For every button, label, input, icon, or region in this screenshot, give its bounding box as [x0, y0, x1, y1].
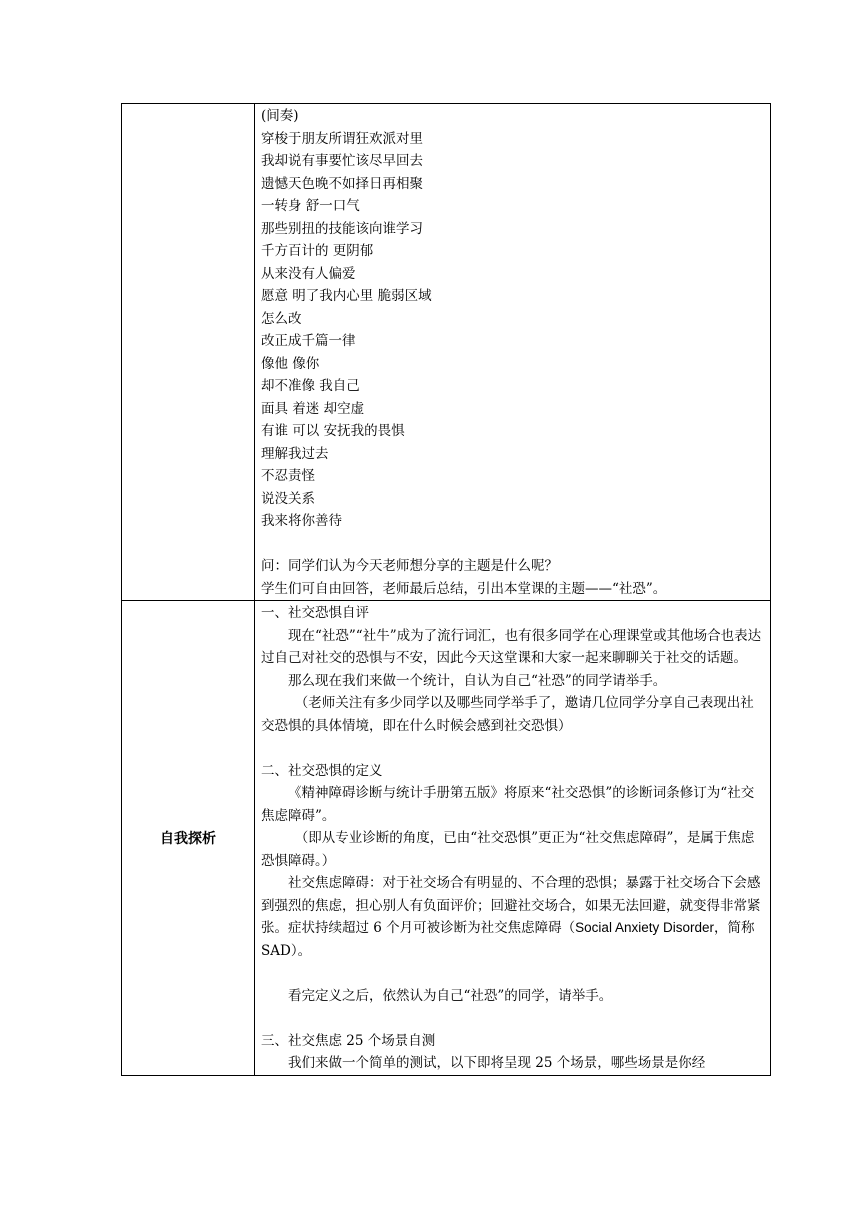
lyric-line: 有谁 可以 安抚我的畏惧: [261, 423, 405, 439]
paragraph: 现在“社恐”“社牛”成为了流行词汇，也有很多同学在心理课堂或其他场合也表达过自己对社交的恐惧与不安，因此今天这堂课和大家一起来聊聊关于社交的话题。: [261, 627, 762, 666]
paragraph: 《精神障碍诊断与统计手册第五版》将原来“社交恐惧”的诊断词条修订为“社交焦虑障碍”。: [261, 785, 755, 824]
lyric-line: 愿意 明了我内心里 脆弱区域: [261, 288, 432, 304]
paragraph: 看完定义之后，依然认为自己“社恐”的同学，请举手。: [288, 987, 613, 1004]
lyrics-content-cell: [255, 104, 771, 601]
lyric-line: 却不准像 我自己: [261, 378, 360, 394]
blank-line: [261, 962, 766, 985]
paragraph: 我们来做一个简单的测试，以下即将呈现 25 个场景，哪些场景是你经: [288, 1055, 706, 1071]
exploration-content-cell: [255, 601, 771, 1076]
exploration-block: [255, 601, 770, 1075]
lyrics-lines: [261, 105, 766, 533]
paragraph: [261, 872, 766, 962]
blank-line: [261, 737, 766, 760]
blank-line: [261, 1007, 766, 1030]
lyric-line: 千方百计的 更阴郁: [261, 243, 374, 259]
lyric-line: 我来将你善待: [261, 513, 342, 529]
question-text: 问：同学们认为今天老师想分享的主题是什么呢？: [261, 558, 558, 574]
lyric-line: 那些别扭的技能该向谁学习: [261, 220, 423, 237]
lyrics-block: [255, 104, 770, 600]
section-heading: 一、社交恐惧自评: [261, 605, 369, 621]
table-row: [122, 104, 771, 601]
row-label-self-exploration: 自我探析: [122, 601, 255, 1076]
definition-text: 社交焦虑障碍：对于社交场合有明显的、不合理的恐惧；暴露于社交场合下会感到强烈的焦虑，担心别人有负面评价；回避社交场合，如果无法回避，就变得非常紧张。症状持续超过 6 个月可被诊断为社交焦虑障碍（: [261, 875, 761, 936]
lyric-line: 理解我过去: [261, 445, 329, 462]
definition-abbrev: ，简称 SAD）。: [261, 920, 755, 959]
row-label: [122, 104, 255, 601]
lyric-line: 一转身 舒一口气: [261, 198, 360, 214]
lyric-line: (间奏): [261, 108, 299, 124]
lyric-line: 怎么改: [261, 310, 302, 327]
paragraph: （老师关注有多少同学以及哪些同学举手了，邀请几位同学分享自己表现出社交恐惧的具体情境，即在什么时候会感到社交恐惧）: [261, 695, 754, 734]
section-heading: 三、社交焦虑 25 个场景自测: [261, 1032, 436, 1049]
lyric-line: 改正成千篇一律: [261, 333, 356, 349]
lesson-plan-table: [121, 103, 771, 1076]
lyric-line: 不忍责怪: [261, 468, 315, 484]
definition-english-term: Social Anxiety Disorder: [575, 920, 714, 935]
lyric-line: 面具 着迷 却空虚: [261, 400, 365, 417]
blank-line: [261, 533, 766, 556]
paragraph: 那么现在我们来做一个统计，自认为自己“社恐”的同学请举手。: [288, 672, 667, 689]
lyric-line: 说没关系: [261, 490, 315, 507]
lyric-line: 遗憾天色晚不如择日再相聚: [261, 175, 423, 192]
paragraph: （即从专业诊断的角度，已由“社交恐惧”更正为“社交焦虑障碍”，是属于焦虑恐惧障碍。）: [261, 830, 755, 869]
lyric-line: 像他 像你: [261, 355, 320, 372]
lyric-line: 我却说有事要忙该尽早回去: [261, 153, 423, 169]
lyric-line: 从来没有人偏爱: [261, 265, 356, 282]
table-row: [122, 601, 771, 1076]
section-heading: 二、社交恐惧的定义: [261, 762, 383, 779]
answer-text: 学生们可自由回答，老师最后总结，引出本堂课的主题——“社恐”。: [261, 580, 667, 597]
lyric-line: 穿梭于朋友所谓狂欢派对里: [261, 130, 423, 147]
